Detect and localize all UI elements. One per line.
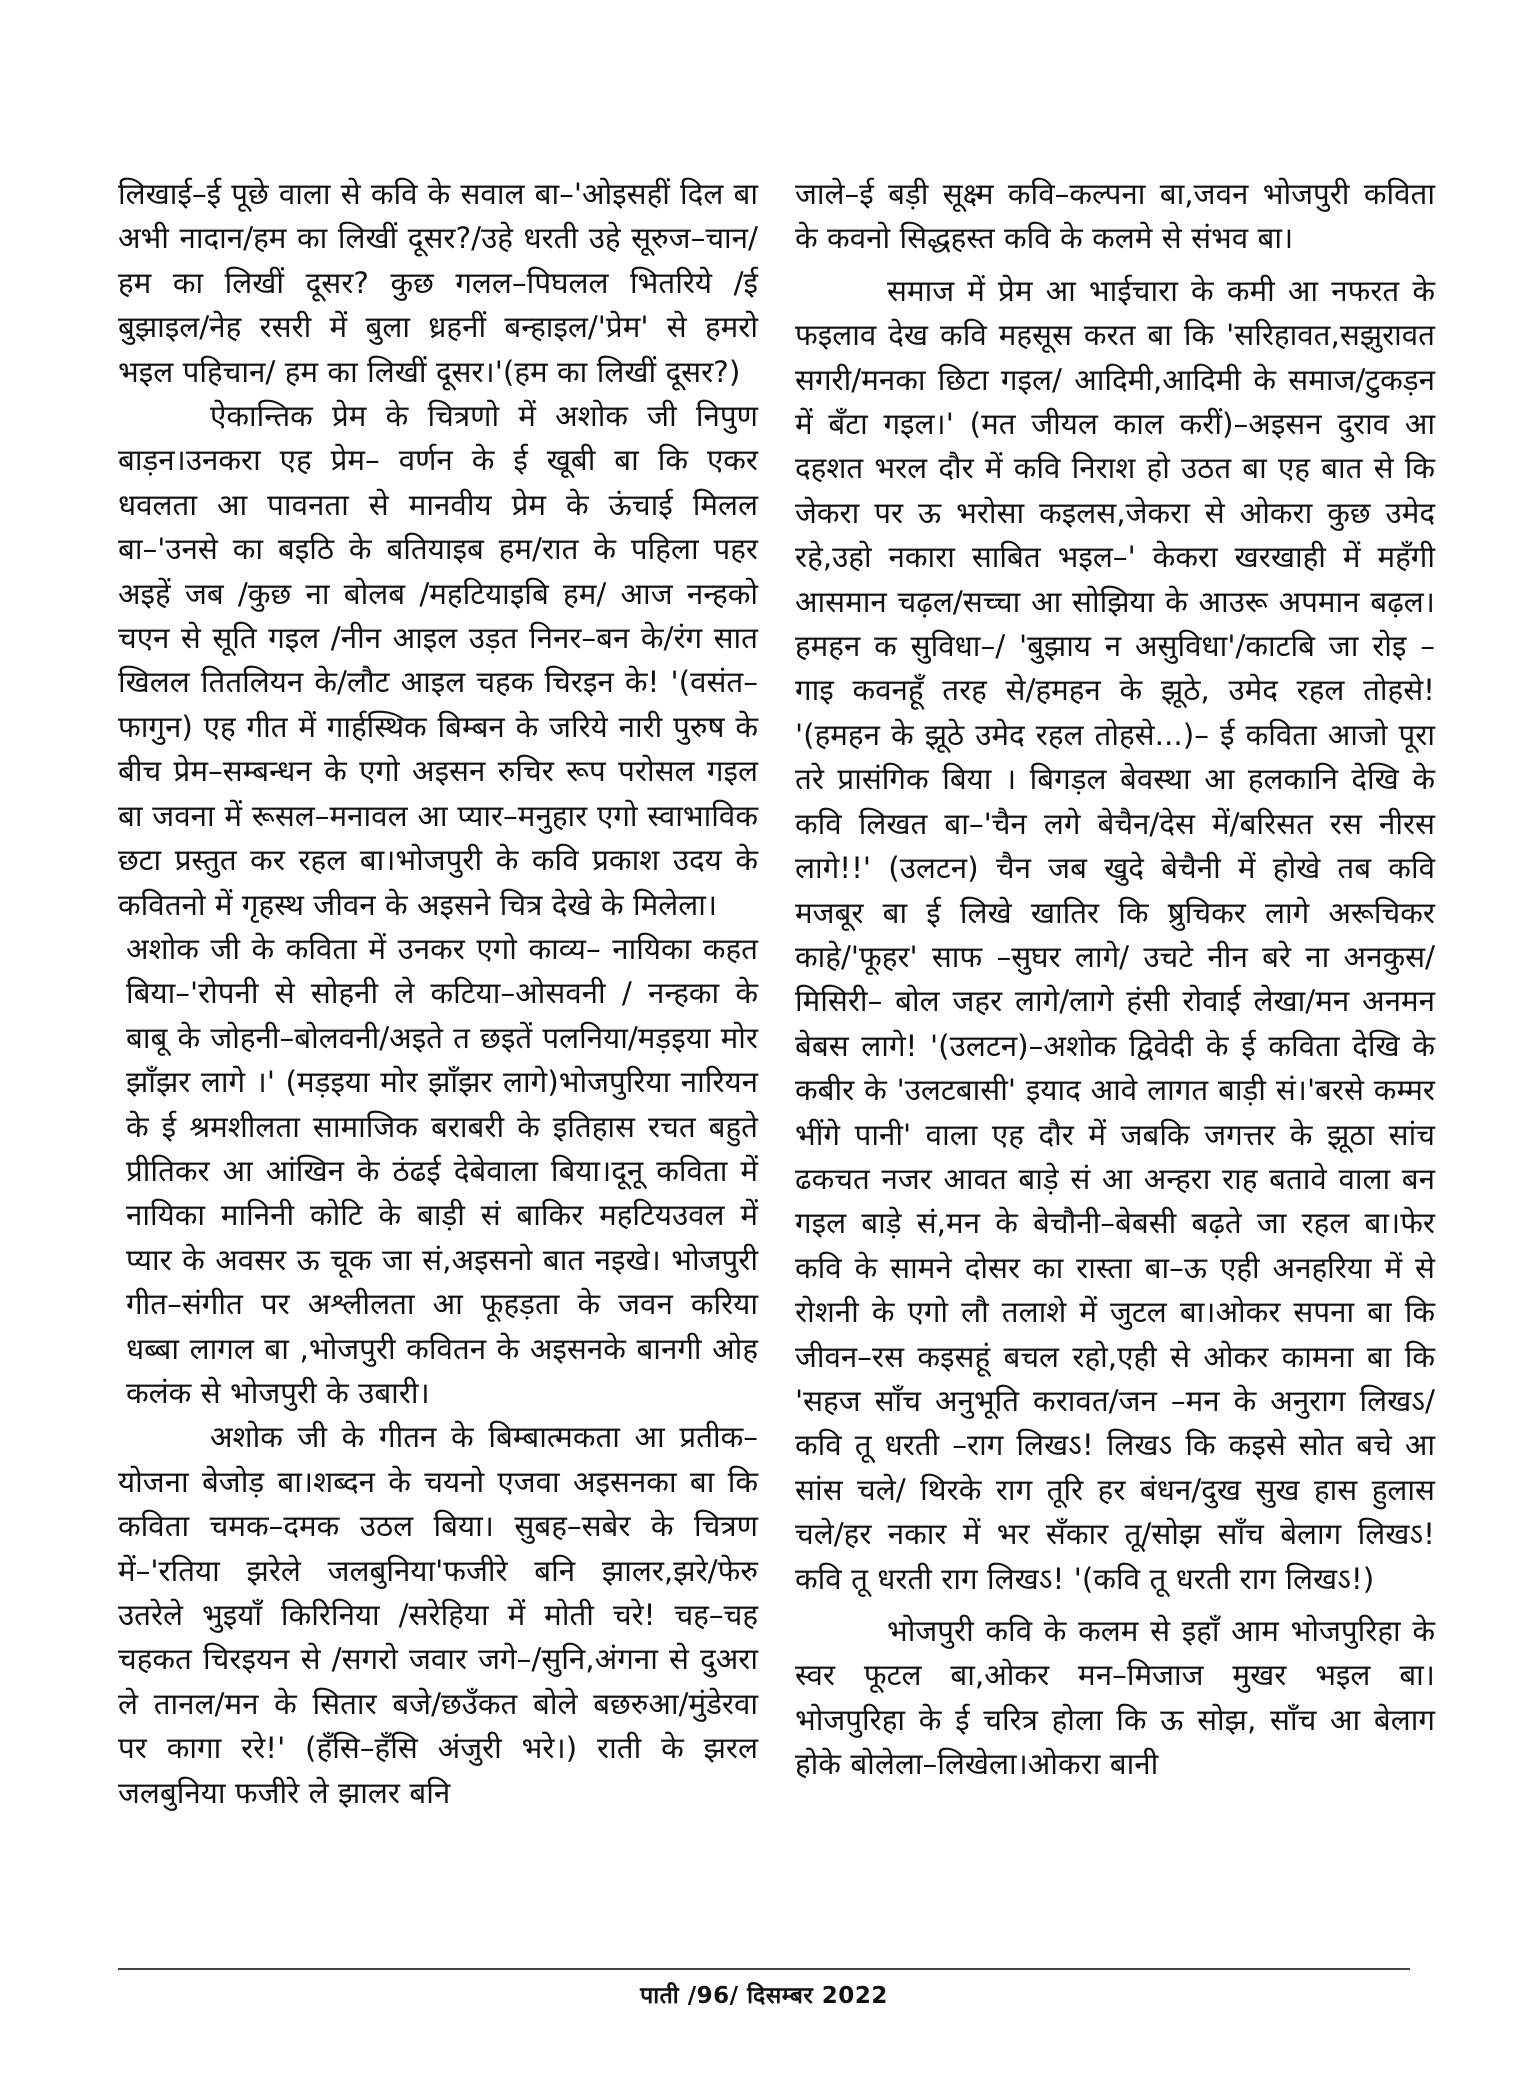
paragraph: समाज में प्रेम आ भाईचारा के कमी आ नफरत के फइलाव देख कवि महसूस करत बा कि 'सरिहावत,सझुरावत सगरी/मनका छिटा गइल/ आदिमी,आदिमी के समाज/टुकड़न में बँटा गइल।' (मत जीयल काल करीं)–अइसन दुराव आ दहशत भरल दौर में कवि निराश हो उठत बा एह बात से कि जेकरा पर ऊ भरोसा कइलस,जेकरा से ओकरा कुछ उमेद रहे,उहो नकारा साबित भइल–' केकरा खरखाही में महँगी आसमान चढ़ल/सच्चा आ सोझिया के आउरू अपमान बढ़ल। हमहन क सुविधा–/ 'बुझाय न असुविधा'/काटबि जा रोइ –गाइ कवनहूँ तरह से/हमहन के झूठे, उमेद रहल तोहसे! '(हमहन के झूठे उमेद रहल तोहसे...)– ई कविता आजो पूरा तरे प्रासंगिक बिया । बिगड़ल बेवस्था आ हलकानि देखि के कवि लिखत बा–'चैन लगे बेचैन/देस में/बरिसत रस नीरस लागे!!' (उलटन) चैन जब खुदे बेचैनी में होखे तब कवि मजबूर बा ई लिखे खातिर कि ष्रुचिकर लागे अरूचिकर काहे/'फूहर' साफ –सुघर लागे/ उचटे नीन बरे ना अनकुस/मिसिरी– बोल जहर लागे/लागे हंसी रोवाई लेखा/मन अनमन बेबस लागे! '(उलटन)–अशोक द्विवेदी के ई कविता देखि के कबीर के 'उलटबासी' इयाद आवे लागत बाड़ी सं।'बरसे कम्मर भींगे पानी' वाला एह दौर में जबकि जगत्तर के झूठा सांच ढकचत नजर आवत बाड़े सं आ अन्हरा राह बतावे वाला बन गइल बाड़े सं,मन के बेचौनी–बेबसी बढ़ते जा रहल बा।फेर कवि के सामने दोसर का रास्ता बा–ऊ एही अनहरिया में से रोशनी के एगो लौ तलाशे में जुटल बा।ओकर सपना बा कि जीवन–रस कइसहूं बचल रहो,एही से ओकर कामना बा कि 'सहज साँच अनुभूति करावत/जन –मन के अनुराग लिखऽ/कवि तू धरती –राग लिखऽ! लिखऽ कि कइसे सोत बचे आ सांस चले/ थिरके राग तूरि हर बंधन/दुख सुख हास हुलास चले/हर नकार में भर सँकार तू/सोझ साँच बेलाग लिखऽ! कवि तू धरती राग लिखऽ! '(कवि तू धरती राग लिखऽ!)	[795, 273, 1435, 1596]
footer-divider	[118, 1968, 1410, 1970]
left-column	[118, 172, 758, 1815]
paragraph: अशोक जी के गीतन के बिम्बात्मकता आ प्रतीक–योजना बेजोड़ बा।शब्दन के चयनो एजवा अइसनका बा कि कविता चमक–दमक उठल बिया। सुबह–सबेर के चित्रण में–'रतिया झरेले जलबुनिया'फजीरे बनि झालर,झरे/फेरु उतरेले भुइयाँ किरिनिया /सरेहिया में मोती चरे! चह–चह चहकत चिरइयन से /सगरो जवार जगे–/सुनि,अंगना से दुअरा ले तानल/मन के सितार बजे/छउँकत बोले बछरुआ/मुंडेरवा पर कागा ररे!' (हँसि–हँसि अंजुरी भरे।) राती के झरल जलबुनिया फजीरे ले झालर बनि	[118, 1420, 758, 1810]
paragraph: अशोक जी के कविता में उनकर एगो काव्य– नायिका कहत बिया–'रोपनी से सोहनी ले कटिया–ओसवनी / नन्हका के बाबू के जोहनी–बोलवनी/अइते त छइतें पलनिया/मड़इया मोर झाँझर लागे ।' (मड़इया मोर झाँझर लागे)भोजपुरिया नारियन के ई श्रमशीलता सामाजिक बराबरी के इतिहास रचत बहुते प्रीतिकर आ आंखिन के ठंढई देबेवाला बिया।दूनू कविता में नायिका मानिनी कोटि के बाड़ी सं बाकिर महटियउवल में प्यार के अवसर ऊ चूक जा सं,अइसनो बात नइखे। भोजपुरी गीत–संगीत पर अश्लीलता आ फूहड़ता के जवन करिया धब्बा लागल बा ,भोजपुरी कवितन के अइसनके बानगी ओह कलंक से भोजपुरी के उबारी।	[126, 931, 758, 1410]
right-column	[795, 172, 1435, 1787]
paragraph: ऐकान्तिक प्रेम के चित्रणो में अशोक जी निपुण बाड़न।उनकरा एह प्रेम– वर्णन के ई खूबी बा कि एकर धवलता आ पावनता से मानवीय प्रेम के ऊंचाई मिलल बा–'उनसे का बइठि के बतियाइब हम/रात के पहिला पहर अइहें जब /कुछ ना बोलब /महटियाइबि हम/ आज नन्हको चएन से सूति गइल /नीन आइल उड़त निनर–बन के/रंग सात खिलल तितलियन के/लौट आइल चहक चिरइन के! '(वसंत–फागुन) एह गीत में गार्हस्थिक बिम्बन के जरिये नारी पुरुष के बीच प्रेम–सम्बन्धन के एगो अइसन रुचिर रूप परोसल गइल बा जवना में रूसल–मनावल आ प्यार–मनुहार एगो स्वाभाविक छटा प्रस्तुत कर रहल बा।भोजपुरी के कवि प्रकाश उदय के कवितनो में गृहस्थ जीवन के अइसने चित्र देखे के मिलेला।	[118, 399, 758, 922]
paragraph: लिखाई–ई पूछे वाला से कवि के सवाल बा–'ओइसहीं दिल बा अभी नादान/हम का लिखीं दूसर?/उहे धरती उहे सूरुज–चान/हम का लिखीं दूसर? कुछ गलल–पिघलल भितरिये /ई बुझाइल/नेह रसरी में बुला ध्रहनीं बन्हाइल/'प्रेम' से हमरो भइल पहिचान/ हम का लिखीं दूसर।'(हम का लिखीं दूसर?)	[118, 177, 758, 389]
paragraph: जाले–ई बड़ी सूक्ष्म कवि–कल्पना बा,जवन भोजपुरी कविता के कवनो सिद्धहस्त कवि के कलमे से संभव बा।	[795, 177, 1435, 256]
page-footer: पाती /96/ दिसम्बर 2022	[640, 1983, 888, 2009]
paragraph: भोजपुरी कवि के कलम से इहाँ आम भोजपुरिहा के स्वर फूटल बा,ओकर मन–मिजाज मुखर भइल बा। भोजपुरिहा के ई चरित्र होला कि ऊ सोझ, साँच आ बेलाग होके बोलेला–लिखेला।ओकरा बानी	[795, 1614, 1435, 1782]
